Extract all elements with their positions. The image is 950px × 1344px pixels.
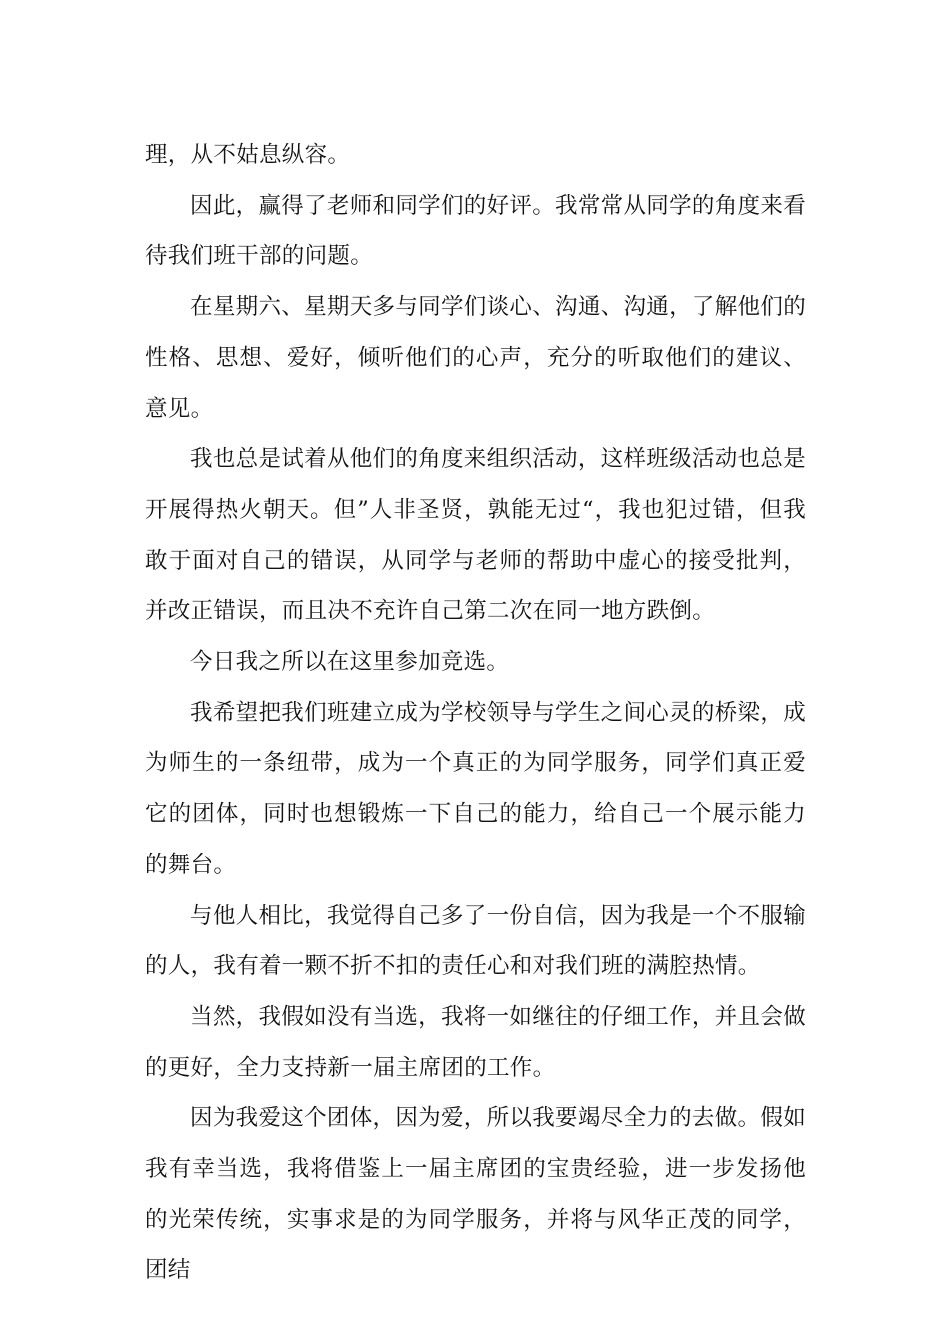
paragraph: 因此，赢得了老师和同学们的好评。我常常从同学的角度来看待我们班干部的问题。 [145, 192, 806, 270]
paragraph: 与他人相比，我觉得自己多了一份自信，因为我是一个不服输的人，我有着一颗不折不扣的责任心和对我们班的满腔热情。 [145, 902, 806, 980]
paragraph: 我希望把我们班建立成为学校领导与学生之间心灵的桥梁，成为师生的一条纽带，成为一个真正的为同学服务，同学们真正爱它的团体，同时也想锻炼一下自己的能力，给自己一个展示能力的舞台。 [145, 699, 806, 878]
paragraph-continuation: 理，从不姑息纵容。 [145, 142, 351, 168]
paragraph: 因为我爱这个团体，因为爱，所以我要竭尽全力的去做。假如我有幸当选，我将借鉴上一届主席团的宝贵经验，进一步发扬他的光荣传统，实事求是的为同学服务，并将与风华正茂的同学，团结 [145, 1105, 806, 1284]
body-text [145, 130, 806, 1296]
paragraph: 我也总是试着从他们的角度来组织活动，这样班级活动也总是开展得热火朝天。但”人非圣贤，孰能无过“，我也犯过错，但我敢于面对自己的错误，从同学与老师的帮助中虚心的接受批判，并改正错误，而且决不充许自己第二次在同一地方跌倒。 [145, 446, 806, 625]
paragraph: 在星期六、星期天多与同学们谈心、沟通、沟通，了解他们的性格、思想、爱好，倾听他们的心声，充分的听取他们的建议、意见。 [145, 294, 806, 422]
paragraph: 今日我之所以在这里参加竞选。 [190, 649, 510, 676]
paragraph: 当然，我假如没有当选，我将一如继往的仔细工作，并且会做的更好，全力支持新一届主席团的工作。 [145, 1003, 806, 1081]
